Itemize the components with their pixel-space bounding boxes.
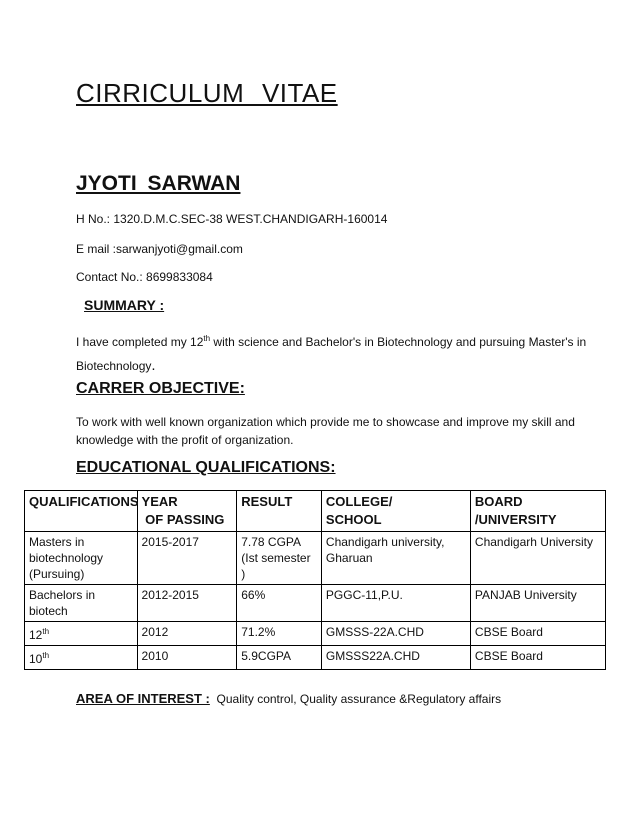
interest-text: Quality control, Quality assurance &Regulatory affairs: [216, 692, 502, 706]
summary-end: .: [151, 357, 156, 374]
cell-year: 2012: [137, 622, 237, 646]
cell-college: GMSSS22A.CHD: [321, 646, 470, 670]
summary-text-start: I have completed my 12: [76, 335, 204, 349]
cell-college: Chandigarh university, Gharuan: [321, 532, 470, 585]
table-row: [25, 532, 606, 585]
cell-qualification: [25, 646, 138, 670]
table-row: [25, 585, 606, 622]
summary-text: [76, 327, 616, 378]
interest-section: [76, 691, 501, 706]
contact-number: Contact No.: 8699833084: [76, 270, 213, 284]
interest-heading: AREA OF INTEREST :: [76, 691, 210, 706]
cell-result: 71.2%: [237, 622, 322, 646]
cell-college: PGGC-11,P.U.: [321, 585, 470, 622]
cell-qualification: Bachelors in biotech: [25, 585, 138, 622]
summary-sup: th: [203, 334, 211, 343]
header-qualifications: QUALIFICATIONS: [25, 491, 138, 532]
cell-board: PANJAB University: [470, 585, 605, 622]
cell-result: 7.78 CGPA (Ist semester ): [237, 532, 322, 585]
cell-board: Chandigarh University: [470, 532, 605, 585]
education-heading: EDUCATIONAL QUALIFICATIONS:: [76, 459, 336, 476]
email: E mail :sarwanjyoti@gmail.com: [76, 242, 243, 256]
header-result: RESULT: [237, 491, 322, 532]
cell-year: 2015-2017: [137, 532, 237, 585]
cell-qualification-base: 12: [29, 628, 43, 642]
address: H No.: 1320.D.M.C.SEC-38 WEST.CHANDIGARH-160014: [76, 212, 388, 226]
cell-year: 2010: [137, 646, 237, 670]
cell-qualification-base: 10: [29, 652, 43, 666]
summary-heading: SUMMARY :: [84, 297, 165, 313]
cell-qualification-sup: th: [42, 627, 50, 636]
header-board: BOARD /UNIVERSITY: [470, 491, 605, 532]
table-header-row: [25, 491, 606, 532]
cell-qualification-sup: th: [42, 651, 50, 660]
objective-text: To work with well known organization which provide me to showcase and improve my skill and knowledge with the profit of organization.: [76, 415, 575, 447]
cell-board: CBSE Board: [470, 622, 605, 646]
table-row: [25, 646, 606, 670]
cell-board: CBSE Board: [470, 646, 605, 670]
cell-qualification: Masters in biotechnology (Pursuing): [25, 532, 138, 585]
table-row: [25, 622, 606, 646]
cell-result: 5.9CGPA: [237, 646, 322, 670]
header-college: COLLEGE/ SCHOOL: [321, 491, 470, 532]
education-table: [24, 490, 606, 670]
cell-qualification: [25, 622, 138, 646]
summary-text-rest: with science and Bachelor's in Biotechnology and pursuing Master's in Biotechnology: [76, 335, 587, 373]
cell-result: 66%: [237, 585, 322, 622]
cv-title: CIRRICULUM VITAE: [76, 78, 338, 108]
cell-college: GMSSS-22A.CHD: [321, 622, 470, 646]
objective-heading: CARRER OBJECTIVE:: [76, 380, 245, 397]
cell-year: 2012-2015: [137, 585, 237, 622]
candidate-name: JYOTI SARWAN: [76, 172, 241, 195]
header-year: YEAR OF PASSING: [137, 491, 237, 532]
